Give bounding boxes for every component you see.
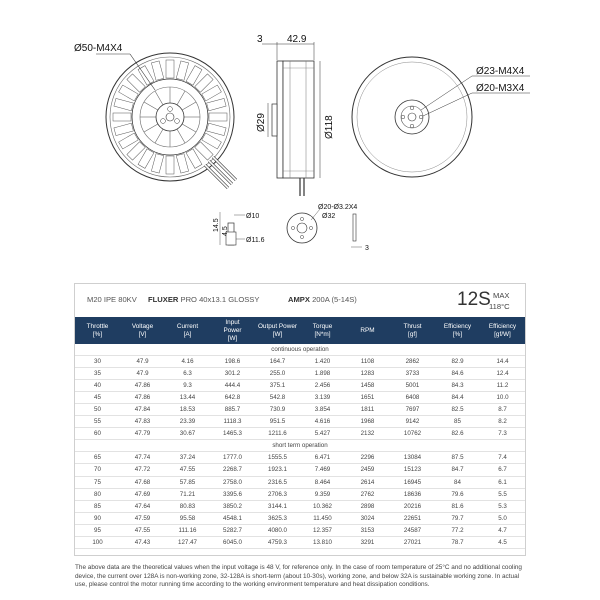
stator-slot — [114, 98, 133, 110]
stator-slot — [114, 123, 133, 135]
stator-slot — [207, 123, 226, 135]
table-cell: 951.5 — [255, 416, 300, 428]
column-header-line: [gf/W] — [494, 330, 511, 338]
table-cell: 3395.6 — [210, 488, 255, 500]
table-cell: 1.898 — [300, 368, 345, 380]
adapter-height-a-label: 14.5 — [213, 218, 220, 232]
table-cell: 84.6 — [435, 368, 480, 380]
table-cell: 7.4 — [480, 452, 525, 464]
table-cell: 1118.3 — [210, 416, 255, 428]
prop-fluxer-model: PRO 40x13.1 GLOSSY — [180, 295, 260, 304]
column-header-line: [W] — [227, 334, 238, 342]
table-cell: 3024 — [345, 512, 390, 524]
table-cell: 15123 — [390, 464, 435, 476]
table-row — [75, 416, 525, 428]
table-cell: 127.47 — [165, 536, 210, 548]
table-cell: 10762 — [390, 428, 435, 440]
table-cell: 1465.3 — [210, 428, 255, 440]
table-cell: 2296 — [345, 452, 390, 464]
table-cell: 164.7 — [255, 356, 300, 368]
table-cell: 50 — [75, 404, 120, 416]
prop-ipe-label: M20 IPE 80KV — [87, 295, 137, 304]
table-cell: 7.469 — [300, 464, 345, 476]
table-cell: 3.854 — [300, 404, 345, 416]
table-cell: 7697 — [390, 404, 435, 416]
column-header-line: Output Power — [257, 322, 298, 330]
table-cell: 79.6 — [435, 488, 480, 500]
table-cell: 5282.7 — [210, 524, 255, 536]
table-cell: 82.9 — [435, 356, 480, 368]
table-row — [75, 536, 525, 548]
column-header-line: [N*m] — [314, 330, 331, 338]
table-cell: 5.427 — [300, 428, 345, 440]
section-row — [75, 440, 525, 452]
adapter-top-view — [287, 204, 357, 243]
table-cell: 444.4 — [210, 380, 255, 392]
table-cell: 2268.7 — [210, 464, 255, 476]
table-row — [75, 356, 525, 368]
table-cell: 24587 — [390, 524, 435, 536]
table-cell: 2316.5 — [255, 476, 300, 488]
column-header-line: Thrust — [403, 322, 422, 330]
column-header — [300, 317, 345, 344]
table-cell: 5001 — [390, 380, 435, 392]
stator-slot — [151, 154, 163, 173]
table-cell: 47.69 — [120, 488, 165, 500]
esc-brand: AMPX — [288, 295, 310, 304]
table-cell: 1458 — [345, 380, 390, 392]
column-header-line: Input — [225, 318, 240, 326]
adapter-side-view — [213, 212, 265, 245]
table-cell: 255.0 — [255, 368, 300, 380]
table-body — [75, 344, 525, 548]
front-bolt-circle-label: Ø50-M4X4 — [74, 43, 123, 54]
table-cell: 2898 — [345, 500, 390, 512]
table-cell: 9.3 — [165, 380, 210, 392]
rear-hole-a-label: Ø23-M4X4 — [476, 66, 525, 77]
column-header — [255, 317, 300, 344]
column-header-line: [A] — [183, 330, 192, 338]
section-row — [75, 344, 525, 356]
table-cell: 3291 — [345, 536, 390, 548]
table-cell: 198.6 — [210, 356, 255, 368]
table-row — [75, 428, 525, 440]
max-label: MAX — [493, 291, 510, 300]
table-cell: 301.2 — [210, 368, 255, 380]
table-cell: 1.420 — [300, 356, 345, 368]
table-cell: 6.3 — [165, 368, 210, 380]
table-cell: 95.58 — [165, 512, 210, 524]
table-cell: 18.53 — [165, 404, 210, 416]
table-cell: 4080.0 — [255, 524, 300, 536]
table-cell: 9142 — [390, 416, 435, 428]
column-header-line: Power — [223, 326, 242, 334]
table-cell: 2758.0 — [210, 476, 255, 488]
adapter-d32-label: Ø32 — [322, 213, 336, 220]
table-cell: 47.64 — [120, 500, 165, 512]
table-cell: 1968 — [345, 416, 390, 428]
table-cell: 80 — [75, 488, 120, 500]
table-cell: 47.55 — [165, 464, 210, 476]
table-cell: 8.2 — [480, 416, 525, 428]
table-cell: 85 — [435, 416, 480, 428]
table-cell: 3850.2 — [210, 500, 255, 512]
table-cell: 5.5 — [480, 488, 525, 500]
table-cell: 4.7 — [480, 524, 525, 536]
table-cell: 542.8 — [255, 392, 300, 404]
stator-slot — [176, 154, 188, 173]
column-header — [75, 317, 120, 344]
table-cell: 84.3 — [435, 380, 480, 392]
stator-slot — [209, 113, 227, 121]
spec-panel — [74, 283, 526, 556]
table-cell: 65 — [75, 452, 120, 464]
table-cell: 2614 — [345, 476, 390, 488]
table-cell: 3144.1 — [255, 500, 300, 512]
column-header — [480, 317, 525, 344]
table-cell: 47.74 — [120, 452, 165, 464]
table-cell: 80.83 — [165, 500, 210, 512]
table-cell: 95 — [75, 524, 120, 536]
table-cell: 40 — [75, 380, 120, 392]
table-cell: 16945 — [390, 476, 435, 488]
table-cell: 6.1 — [480, 476, 525, 488]
table-row — [75, 452, 525, 464]
table-cell: 12.357 — [300, 524, 345, 536]
table-cell: 1811 — [345, 404, 390, 416]
column-header-line: [V] — [138, 330, 147, 338]
table-cell: 13.810 — [300, 536, 345, 548]
table-cell: 642.8 — [210, 392, 255, 404]
column-header-line: Throttle — [86, 322, 109, 330]
prop-fluxer-label — [148, 295, 259, 304]
table-cell: 84.7 — [435, 464, 480, 476]
table-cell: 4.16 — [165, 356, 210, 368]
column-header — [120, 317, 165, 344]
table-cell: 85 — [75, 500, 120, 512]
table-cell: 47.68 — [120, 476, 165, 488]
adapter-d11-6-label: Ø11.6 — [246, 237, 265, 244]
table-cell: 60 — [75, 428, 120, 440]
stator-slot — [176, 61, 188, 80]
table-cell: 8.464 — [300, 476, 345, 488]
adapter-plate-view — [351, 214, 369, 252]
section-label: continuous operation — [75, 344, 525, 356]
stator-slot — [113, 113, 131, 121]
table-cell: 2762 — [345, 488, 390, 500]
table-cell: 77.2 — [435, 524, 480, 536]
column-header-line: [gf] — [408, 330, 417, 338]
table-cell: 75 — [75, 476, 120, 488]
table-cell: 10.0 — [480, 392, 525, 404]
column-header-line: RPM — [360, 326, 375, 334]
motor-side-view — [256, 34, 335, 196]
table-cell: 79.7 — [435, 512, 480, 524]
table-cell: 47.9 — [120, 368, 165, 380]
table-cell: 78.7 — [435, 536, 480, 548]
table-cell: 1777.0 — [210, 452, 255, 464]
table-cell: 3733 — [390, 368, 435, 380]
table-cell: 12.4 — [480, 368, 525, 380]
table-cell: 18636 — [390, 488, 435, 500]
table-cell: 70 — [75, 464, 120, 476]
table-cell: 22651 — [390, 512, 435, 524]
table-cell: 47.86 — [120, 380, 165, 392]
table-cell: 111.16 — [165, 524, 210, 536]
table-cell: 1108 — [345, 356, 390, 368]
column-header-line: [W] — [272, 330, 283, 338]
table-cell: 2862 — [390, 356, 435, 368]
technical-drawing — [0, 0, 600, 270]
adapter-d10-label: Ø10 — [246, 213, 260, 220]
column-header-line: Current — [176, 322, 199, 330]
column-header — [345, 317, 390, 344]
column-header — [165, 317, 210, 344]
stator-slot — [166, 60, 174, 78]
adapter-height-b-label: 4.5 — [222, 226, 229, 236]
table-cell: 9.359 — [300, 488, 345, 500]
table-cell: 47.59 — [120, 512, 165, 524]
table-cell: 1283 — [345, 368, 390, 380]
table-cell: 1651 — [345, 392, 390, 404]
table-cell: 375.1 — [255, 380, 300, 392]
column-header-line: Efficiency — [488, 322, 517, 330]
table-cell: 10.362 — [300, 500, 345, 512]
table-cell: 11.450 — [300, 512, 345, 524]
table-cell: 730.9 — [255, 404, 300, 416]
table-cell: 35 — [75, 368, 120, 380]
esc-label — [288, 295, 357, 304]
table-cell: 23.39 — [165, 416, 210, 428]
table-cell: 47.86 — [120, 392, 165, 404]
table-cell: 2459 — [345, 464, 390, 476]
table-cell: 4.616 — [300, 416, 345, 428]
table-cell: 3.139 — [300, 392, 345, 404]
table-row — [75, 380, 525, 392]
table-cell: 13.44 — [165, 392, 210, 404]
table-cell: 47.83 — [120, 416, 165, 428]
table-cell: 82.6 — [435, 428, 480, 440]
table-cell: 1555.5 — [255, 452, 300, 464]
stator-slot — [151, 61, 163, 80]
esc-model: 200A (5-14S) — [312, 295, 357, 304]
table-cell: 84.4 — [435, 392, 480, 404]
column-header-line: [%] — [92, 330, 103, 338]
table-cell: 6.471 — [300, 452, 345, 464]
table-row — [75, 512, 525, 524]
section-label: short term operation — [75, 440, 525, 452]
column-header-line: Efficiency — [443, 322, 472, 330]
table-cell: 3153 — [345, 524, 390, 536]
table-cell: 885.7 — [210, 404, 255, 416]
side-diameter-label: Ø118 — [324, 115, 335, 139]
table-row — [75, 500, 525, 512]
table-cell: 8.7 — [480, 404, 525, 416]
footnote: The above data are the theoretical values when the input voltage is 48 V, for reference only. In the case of room temperature of 25°C and no additional cooling device, the current over 128A is non-working zone, 32-128A is short-term (about 10-30s), working zone, and below 32A is sustainable working zone. In actual use, please control the motor running time according to the working environment temperature and heat dissipation conditions. — [75, 564, 522, 589]
column-header — [435, 317, 480, 344]
voltage-class: 12S — [457, 289, 491, 310]
table-cell: 4548.1 — [210, 512, 255, 524]
motor-rear-view — [352, 57, 530, 177]
side-length-label: 42.9 — [287, 34, 307, 45]
stator-slot — [166, 156, 174, 174]
table-cell: 30.67 — [165, 428, 210, 440]
table-cell: 47.84 — [120, 404, 165, 416]
table-cell: 84 — [435, 476, 480, 488]
table-cell: 4.5 — [480, 536, 525, 548]
side-flange-label: 3 — [257, 34, 263, 45]
table-cell: 55 — [75, 416, 120, 428]
table-cell: 14.4 — [480, 356, 525, 368]
prop-fluxer-brand: FLUXER — [148, 295, 179, 304]
table-cell: 47.9 — [120, 356, 165, 368]
table-cell: 82.5 — [435, 404, 480, 416]
table-cell: 1211.6 — [255, 428, 300, 440]
spec-header — [75, 284, 525, 317]
table-cell: 13084 — [390, 452, 435, 464]
table-cell: 6045.0 — [210, 536, 255, 548]
table-cell: 5.3 — [480, 500, 525, 512]
column-header — [390, 317, 435, 344]
table-cell: 2132 — [345, 428, 390, 440]
table-cell: 3625.3 — [255, 512, 300, 524]
adapter-holes-label: Ø20-Ø3.2X4 — [318, 204, 358, 211]
table-cell: 47.79 — [120, 428, 165, 440]
adapter-thickness-label: 3 — [365, 245, 369, 252]
table-cell: 81.6 — [435, 500, 480, 512]
table-cell: 7.3 — [480, 428, 525, 440]
table-header-row — [75, 317, 525, 344]
table-row — [75, 368, 525, 380]
table-cell: 47.43 — [120, 536, 165, 548]
table-cell: 4759.3 — [255, 536, 300, 548]
table-cell: 37.24 — [165, 452, 210, 464]
column-header-line: Torque — [312, 322, 333, 330]
column-header-line: Voltage — [131, 322, 154, 330]
table-cell: 1923.1 — [255, 464, 300, 476]
table-cell: 27021 — [390, 536, 435, 548]
table-cell: 5.0 — [480, 512, 525, 524]
table-cell: 47.72 — [120, 464, 165, 476]
table-cell: 20216 — [390, 500, 435, 512]
table-cell: 6.7 — [480, 464, 525, 476]
table-cell: 45 — [75, 392, 120, 404]
table-row — [75, 488, 525, 500]
table-row — [75, 476, 525, 488]
table-row — [75, 524, 525, 536]
column-header-line: [%] — [452, 330, 463, 338]
stator-slot — [207, 98, 226, 110]
table-row — [75, 404, 525, 416]
side-shaft-label: Ø29 — [256, 113, 267, 132]
table-cell: 87.5 — [435, 452, 480, 464]
table-cell: 90 — [75, 512, 120, 524]
table-cell: 11.2 — [480, 380, 525, 392]
table-row — [75, 392, 525, 404]
table-cell: 6408 — [390, 392, 435, 404]
table-cell: 57.85 — [165, 476, 210, 488]
table-cell: 71.21 — [165, 488, 210, 500]
table-cell: 100 — [75, 536, 120, 548]
table-cell: 47.55 — [120, 524, 165, 536]
rear-hole-b-label: Ø20-M3X4 — [476, 83, 525, 94]
table-cell: 2706.3 — [255, 488, 300, 500]
table-cell: 2.456 — [300, 380, 345, 392]
column-header — [210, 317, 255, 344]
performance-table — [75, 317, 525, 549]
table-row — [75, 464, 525, 476]
table-cell: 30 — [75, 356, 120, 368]
motor-front-view — [74, 43, 236, 188]
max-temperature: 118°C — [489, 302, 510, 311]
